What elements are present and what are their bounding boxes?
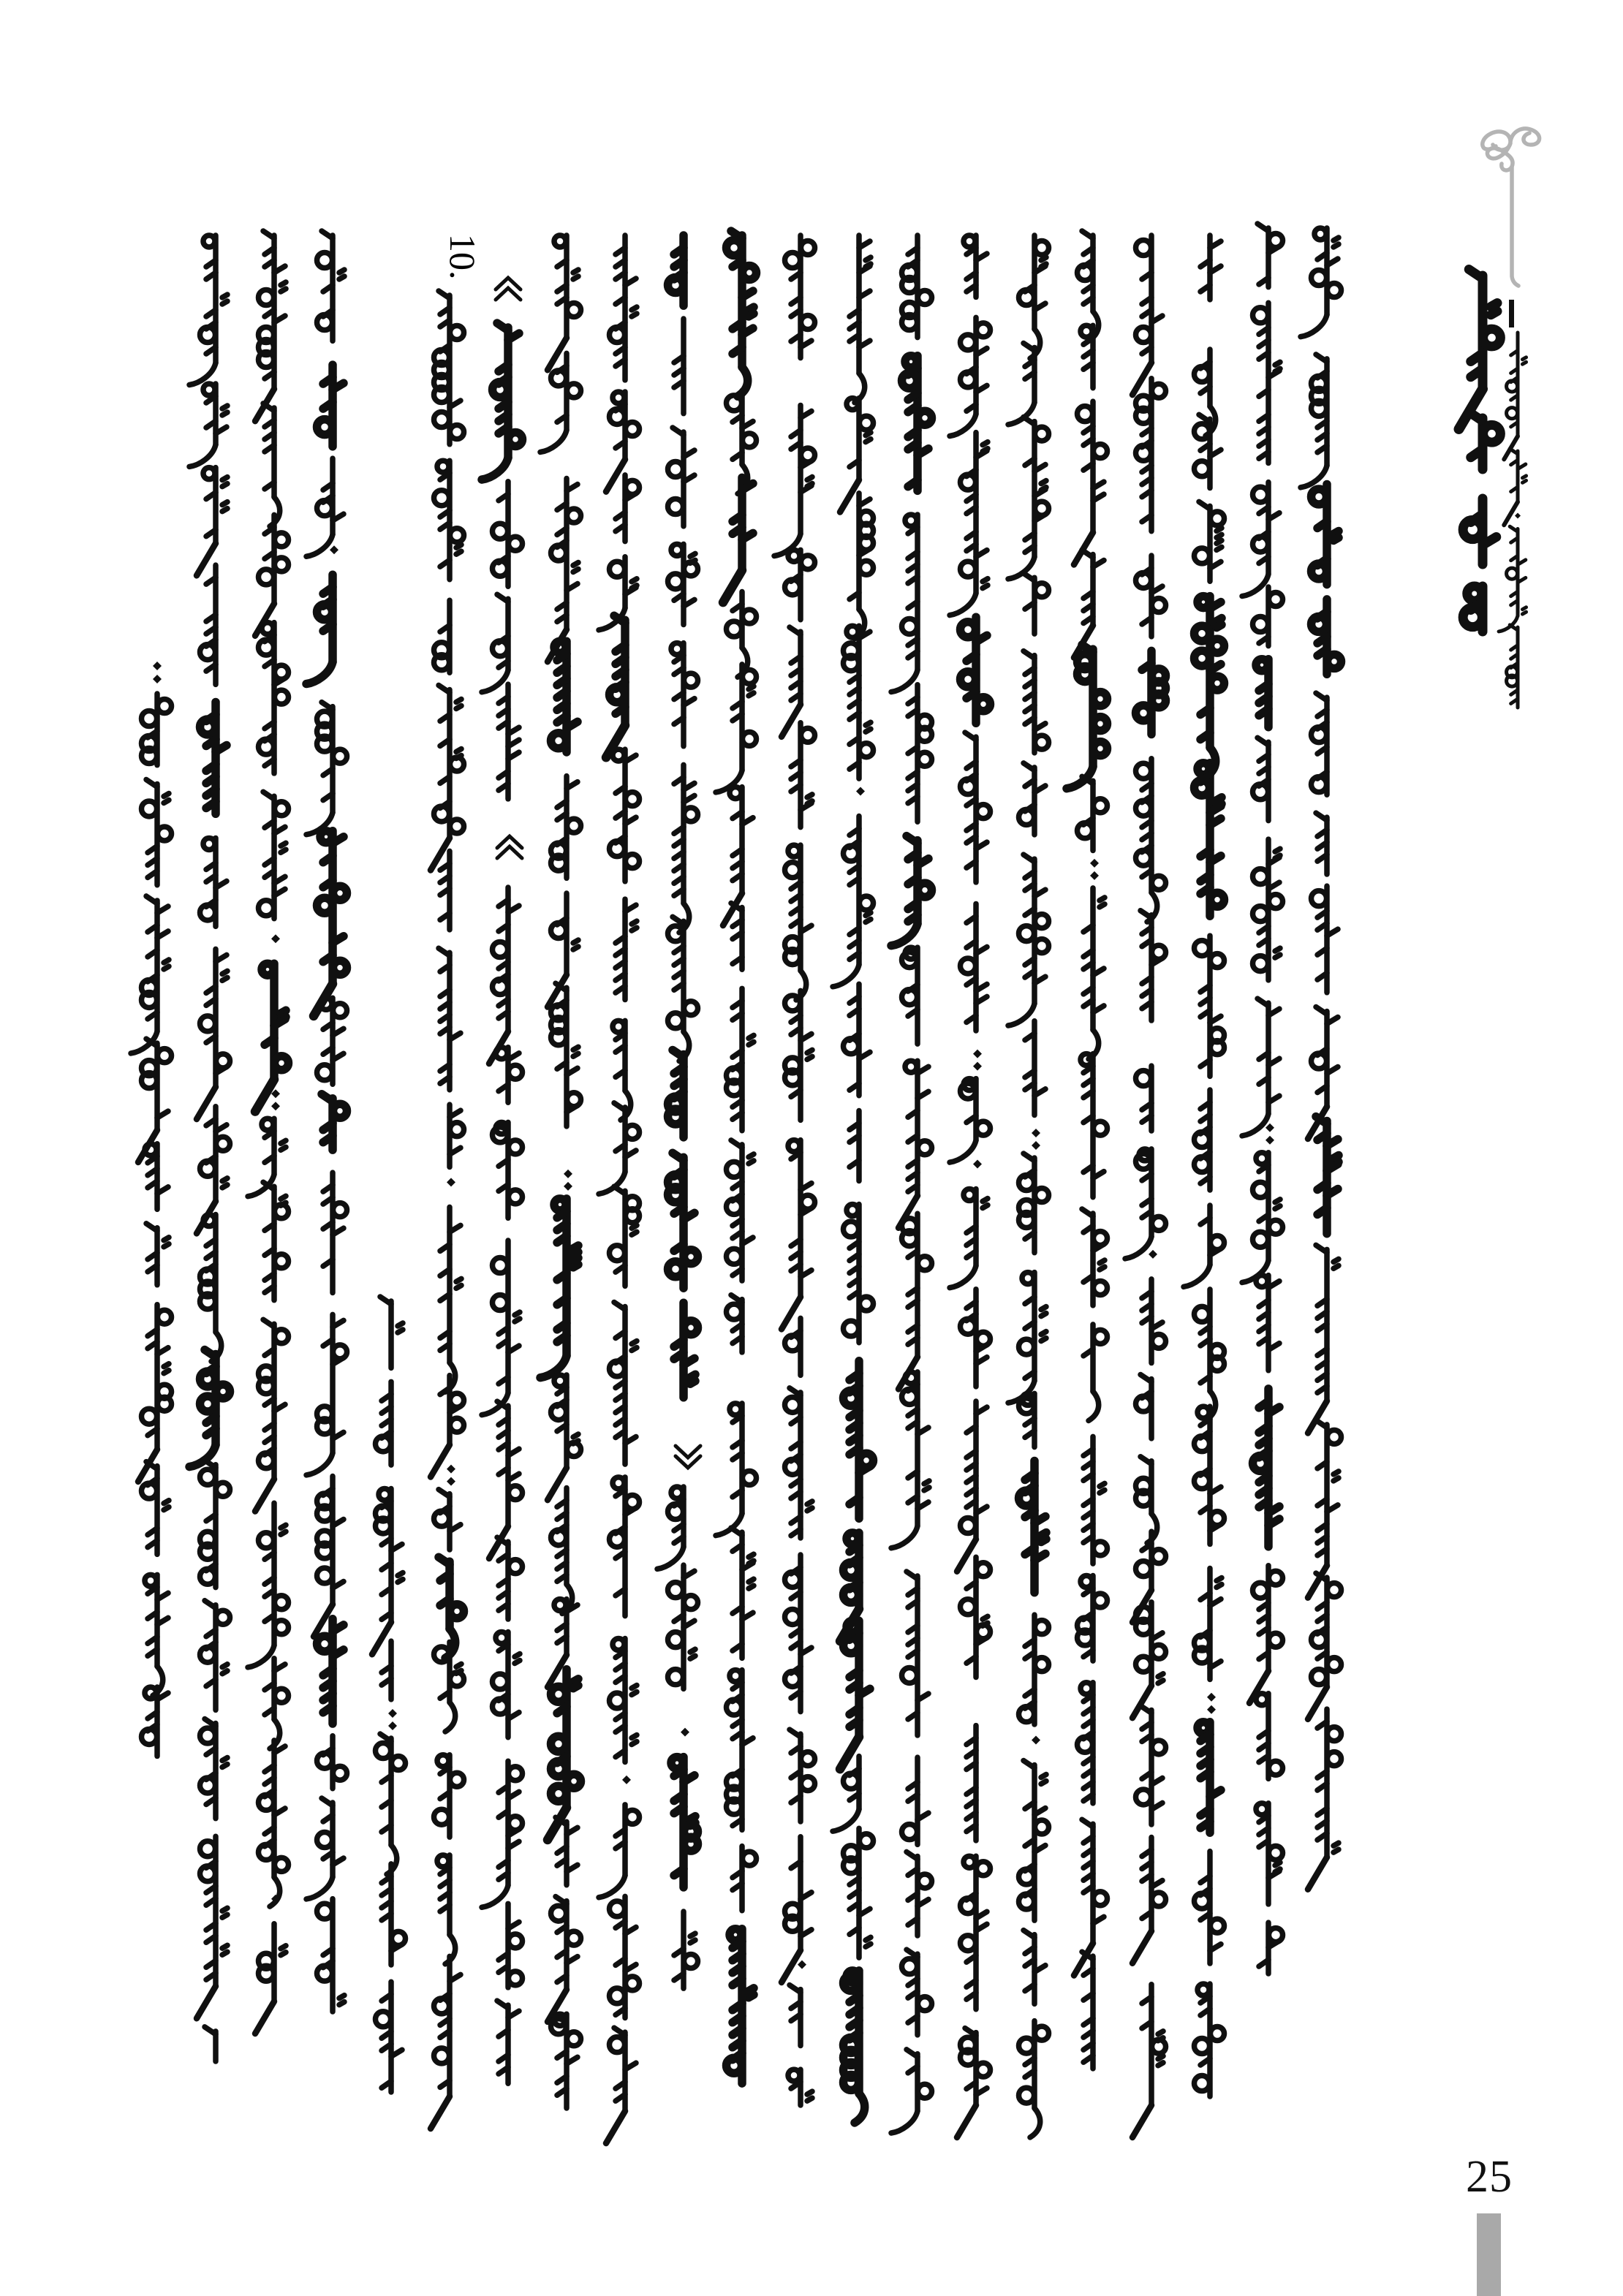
script-column <box>1067 231 1108 2069</box>
page-edge-bar <box>1477 2213 1501 2296</box>
running-title <box>1459 270 1526 708</box>
script-column <box>540 235 581 2108</box>
script-column <box>950 235 991 2137</box>
script-column <box>1008 235 1049 2137</box>
script-column <box>1184 235 1225 2096</box>
flourish-ornament <box>1483 129 1540 286</box>
script-column <box>1301 228 1342 1890</box>
script-column <box>891 235 932 2133</box>
script-column <box>716 231 757 2083</box>
script-column <box>657 235 698 1988</box>
script-column <box>248 231 289 2034</box>
guillemet-marks <box>496 278 700 1468</box>
script-column <box>372 1297 406 2092</box>
script-column <box>306 231 347 2012</box>
script-column <box>1125 235 1166 2137</box>
script-column <box>131 662 172 1756</box>
page-number: 25 <box>1466 2152 1513 2202</box>
list-item-number: 10. <box>442 234 483 280</box>
script-column <box>482 323 523 2083</box>
script-column <box>1242 224 1283 1974</box>
script-column <box>599 235 640 2143</box>
script-column <box>431 291 464 2129</box>
script-column <box>833 235 874 2123</box>
script-column <box>774 235 815 2105</box>
script-column <box>189 235 230 2061</box>
